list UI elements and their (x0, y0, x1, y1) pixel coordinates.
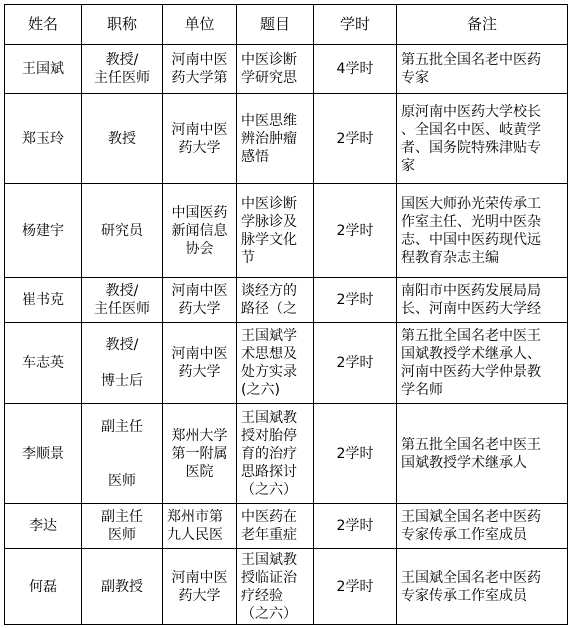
unit-cell (163, 184, 236, 277)
header-unit: 单位 (184, 15, 215, 33)
note-line: 南阳市中医药发展局局 (401, 283, 541, 299)
table-border-right (567, 4, 568, 625)
note-line: 王国斌全国名老中医药 (401, 509, 541, 525)
title-line: 主任医师 (94, 70, 150, 86)
name-cell (5, 404, 81, 503)
title-line: 副主任 (101, 509, 143, 525)
hours-text: 2学时 (336, 355, 374, 371)
unit-line: 河南中医 (171, 569, 228, 586)
topic-line: 谈经方的 (241, 283, 297, 299)
unit-line: 第一附属 (171, 445, 228, 462)
name-cell (5, 549, 81, 624)
title-line (101, 454, 143, 472)
hours-cell (314, 504, 396, 548)
note-line: 者、国务院特殊津贴专 (401, 139, 541, 156)
unit-line: 河南中医 (171, 346, 228, 362)
note-line: 、全国名中医、岐黄学 (401, 121, 541, 138)
name-cell (5, 504, 81, 548)
unit-line: 郑州市第 (167, 509, 223, 525)
topic-line: 处方实录 (241, 364, 297, 380)
topic-line: 疗经验 (241, 587, 283, 604)
name-cell (5, 278, 81, 322)
title-cell (82, 323, 162, 403)
unit-line: 药大学 (178, 364, 221, 380)
unit-line: 河南中医 (171, 52, 228, 68)
topic-cell (237, 504, 313, 548)
topic-line: 老年重症 (241, 527, 297, 543)
topic-cell (237, 549, 313, 624)
name-text: 王国斌 (22, 61, 64, 77)
hours-text: 2学时 (336, 130, 374, 147)
name-text: 李达 (29, 518, 57, 534)
unit-line: 药大学 (178, 301, 221, 317)
title-cell (82, 504, 162, 548)
title-cell (82, 278, 162, 322)
topic-line: 中医诊断 (241, 52, 297, 68)
unit-cell (163, 404, 236, 503)
hours-cell (314, 404, 396, 503)
name-cell (5, 94, 81, 183)
hours-cell (314, 278, 396, 322)
unit-line: 新闻信息 (171, 222, 228, 239)
topic-line: （之六） (241, 605, 297, 622)
header-name: 姓名 (27, 15, 58, 33)
title-line: 教授/ (105, 337, 139, 353)
topic-line: 王国斌学 (241, 328, 297, 344)
title-cell (82, 45, 162, 93)
note-cell (397, 504, 567, 548)
title-line (101, 436, 143, 454)
title-cell (82, 94, 162, 183)
unit-line: 药大学 (178, 587, 221, 604)
name-text: 郑玉玲 (22, 130, 64, 147)
unit-cell (163, 278, 236, 322)
title-line: 教授/ (105, 283, 139, 299)
table-border-bottom (4, 624, 568, 625)
hours-text: 2学时 (336, 445, 374, 462)
topic-line: 学脉诊及 (241, 213, 297, 230)
note-cell (397, 323, 567, 403)
unit-line: 协会 (185, 240, 214, 257)
name-cell (5, 323, 81, 403)
note-line: 国斌教授学术继承人 (401, 454, 527, 471)
header-hours: 学时 (339, 15, 370, 33)
note-cell (397, 94, 567, 183)
note-line: 原河南中医药大学校长 (401, 103, 541, 120)
unit-cell (163, 549, 236, 624)
title-line: 研究员 (101, 222, 143, 239)
title-line: 副主任 (101, 418, 143, 435)
note-line: 王国斌全国名老中医药 (401, 569, 541, 586)
note-cell (397, 278, 567, 322)
topic-cell (237, 94, 313, 183)
unit-cell (163, 45, 236, 93)
topic-line: 育的治疗 (241, 445, 297, 462)
note-line: 第五批全国名老中医王 (401, 436, 541, 453)
note-line: 第五批全国名老中医王 (401, 328, 541, 344)
hours-cell (314, 184, 396, 277)
unit-cell (163, 323, 236, 403)
topic-line: 学研究思 (241, 70, 297, 86)
title-cell (82, 184, 162, 277)
title-line: 博士后 (101, 373, 143, 389)
topic-line: （之六） (241, 481, 297, 498)
note-line: 家 (401, 157, 415, 174)
hours-text: 2学时 (336, 292, 374, 308)
topic-line: 中医诊断 (241, 195, 297, 212)
header-topic: 题目 (259, 15, 290, 33)
name-text: 李顺景 (22, 445, 64, 462)
unit-cell (163, 94, 236, 183)
name-text: 车志英 (22, 355, 64, 371)
note-line: 国医大师孙光荣传承工 (401, 195, 541, 212)
unit-line: 河南中医 (171, 121, 228, 138)
note-line: 学名师 (401, 382, 443, 398)
unit-line: 药大学 (178, 139, 221, 156)
topic-line: 辨治肿瘤 (241, 130, 297, 147)
title-line: 医师 (108, 527, 136, 543)
hours-text: 2学时 (336, 578, 374, 595)
note-line: 国斌教授学术继承人、 (401, 346, 541, 362)
unit-line: 医院 (185, 463, 214, 480)
unit-cell (163, 504, 236, 548)
note-line: 程教育杂志主编 (401, 249, 499, 266)
topic-line: 术思想及 (241, 346, 297, 362)
note-line: 专家传承工作室成员 (401, 587, 527, 604)
title-line: 副教授 (101, 578, 143, 595)
topic-line: 思路探讨 (241, 463, 297, 480)
name-text: 崔书克 (22, 292, 64, 308)
title-line: 主任医师 (94, 301, 150, 317)
note-cell (397, 549, 567, 624)
note-line: 第五批全国名老中医药 (401, 52, 541, 68)
header-title: 职称 (106, 15, 137, 33)
unit-line: 药大学第 (171, 70, 228, 86)
header-note: 备注 (466, 15, 497, 33)
unit-line: 中国医药 (171, 204, 228, 221)
hours-cell (314, 323, 396, 403)
name-text: 杨建宇 (22, 222, 64, 239)
note-cell (397, 404, 567, 503)
topic-cell (237, 45, 313, 93)
topic-line: 授对胎停 (241, 427, 297, 444)
topic-line: 感悟 (241, 148, 269, 165)
note-line: 志、中国中医药现代远 (401, 231, 541, 248)
name-cell (5, 45, 81, 93)
topic-line: 节 (241, 249, 255, 266)
unit-line: 郑州大学 (171, 427, 228, 444)
topic-cell (237, 278, 313, 322)
topic-line: 路径（之 (241, 301, 297, 317)
topic-line: 中医药在 (241, 509, 297, 525)
note-cell (397, 45, 567, 93)
note-line: 河南中医药大学仲景教 (401, 364, 541, 380)
title-line: 医师 (108, 472, 136, 489)
unit-line: 九人民医 (167, 527, 223, 543)
title-cell (82, 404, 162, 503)
topic-line: 王国斌教 (241, 551, 297, 568)
title-cell (82, 549, 162, 624)
topic-cell (237, 184, 313, 277)
hours-cell (314, 45, 396, 93)
topic-line: 王国斌教 (241, 409, 297, 426)
title-line: 教授/ (105, 52, 139, 68)
hours-cell (314, 549, 396, 624)
hours-text: 2学时 (336, 518, 374, 534)
hours-text: 4学时 (336, 61, 374, 77)
topic-cell (237, 323, 313, 403)
topic-cell (237, 404, 313, 503)
topic-line: 脉学文化 (241, 231, 297, 248)
note-line: 专家 (401, 70, 429, 86)
note-line: 专家传承工作室成员 (401, 527, 527, 543)
note-cell (397, 184, 567, 277)
topic-line: 授临证治 (241, 569, 297, 586)
topic-line: 中医思维 (241, 112, 297, 129)
title-line (101, 354, 143, 372)
hours-cell (314, 94, 396, 183)
title-line: 教授 (108, 130, 136, 147)
topic-line: (之六) (241, 382, 280, 398)
hours-text: 2学时 (336, 222, 374, 239)
name-cell (5, 184, 81, 277)
unit-line: 河南中医 (171, 283, 228, 299)
note-line: 长、河南中医药大学经 (401, 301, 541, 317)
name-text: 何磊 (29, 578, 57, 595)
note-line: 作室主任、光明中医杂 (401, 213, 541, 230)
